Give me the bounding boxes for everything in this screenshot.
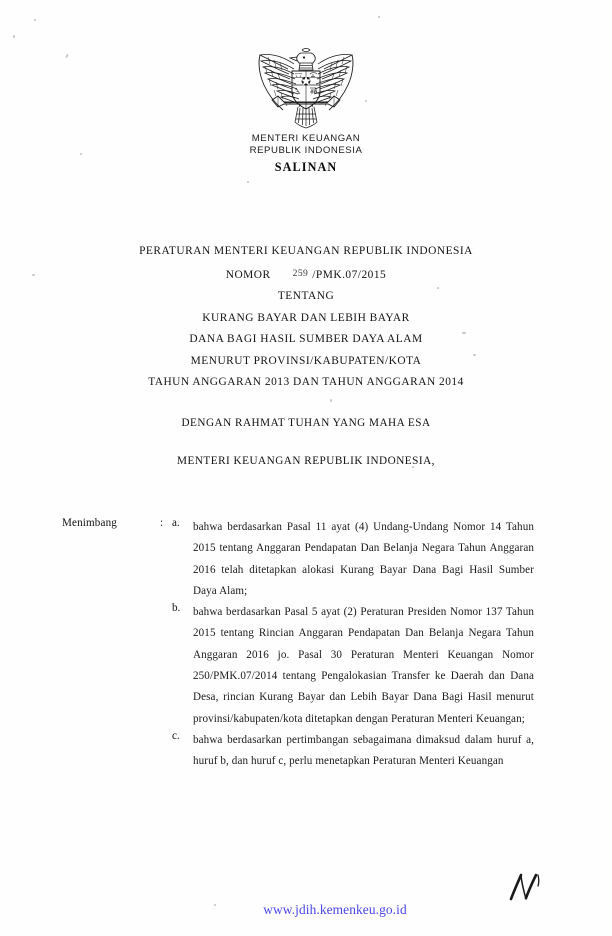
considerations-label: Menimbang — [62, 517, 117, 529]
footer-url[interactable] — [0, 902, 612, 918]
consideration-text-a: bahwa berdasarkan Pasal 11 ayat (4) Undang-Undang Nomor 14 Tahun 2015 tentang Anggaran Pendapatan Dan Belanja Negara Tahun Anggaran 2016 telah ditetapkan alokasi Kurang Bayar Dana Bagi Hasil Sumber Daya Alam; — [193, 521, 534, 597]
signer-title — [0, 455, 612, 467]
consideration-text-b: bahwa berdasarkan Pasal 5 ayat (2) Peraturan Presiden Nomor 137 Tahun 2015 tentang Rincian Anggaran Pendapatan Dan Belanja Negara Tahun Anggaran 2016 jo. Pasal 30 Peraturan Menteri Keuangan Nomor 250/PMK.07/2014 tentang Pengalokasian Transfer ke Daerah dan Dana Desa, rincian Kurang Bayar dan Lebih Bayar Dana Bagi Hasil menurut provinsi/kabupaten/kota ditetapkan dengan Peraturan Menteri Keuangan; — [193, 606, 534, 725]
copy-stamp: SALINAN — [274, 160, 338, 174]
regulation-subject-line: TAHUN ANGGARAN 2013 DAN TAHUN ANGGARAN 2014 — [148, 376, 464, 388]
consideration-item — [62, 602, 534, 730]
signer-title-text: MENTERI KEUANGAN REPUBLIK INDONESIA, — [177, 455, 435, 467]
regulation-title-block — [0, 241, 612, 394]
scan-speck — [13, 35, 15, 38]
handwritten-initial-mark — [505, 872, 545, 902]
ministry-caption-line1: MENTERI KEUANGAN — [251, 133, 361, 144]
ministry-caption-line2: REPUBLIK INDONESIA — [249, 144, 363, 156]
scan-speck — [34, 19, 36, 21]
regulation-number-suffix: /PMK.07/2015 — [312, 268, 387, 281]
regulation-number-value: 259 — [292, 268, 309, 279]
invocation-blessing-text: DENGAN RAHMAT TUHAN YANG MAHA ESA — [181, 417, 431, 429]
scan-speck — [378, 16, 380, 18]
consideration-marker-c: c. — [172, 729, 180, 742]
consideration-marker-b: b. — [172, 602, 181, 615]
regulation-subject-line: KURANG BAYAR DAN LEBIH BAYAR — [202, 311, 410, 324]
consideration-item — [62, 517, 534, 602]
considerations-section — [62, 517, 534, 773]
emblem-container — [0, 44, 612, 135]
ministry-caption — [0, 133, 612, 156]
regulation-subject-line: MENURUT PROVINSI/KABUPATEN/KOTA — [190, 354, 422, 367]
regulation-number-label: NOMOR — [225, 268, 271, 281]
consideration-marker-a: a. — [172, 517, 180, 529]
regulation-number-line — [0, 263, 612, 287]
footer-url-text[interactable]: www.jdih.kemenkeu.go.id — [263, 902, 407, 917]
invocation-blessing — [0, 413, 612, 431]
scan-speck — [330, 399, 333, 402]
regulation-title-line: PERATURAN MENTERI KEUANGAN REPUBLIK INDONESIA — [139, 245, 473, 257]
tentang-label: TENTANG — [277, 290, 335, 302]
consideration-item — [62, 730, 534, 773]
regulation-subject-line: DANA BAGI HASIL SUMBER DAYA ALAM — [189, 333, 423, 345]
garuda-pancasila-emblem — [254, 44, 358, 130]
consideration-text-c: bahwa berdasarkan pertimbangan sebagaimana dimaksud dalam huruf a, huruf b, dan huruf c, perlu menetapkan Peraturan Menteri Keuangan — [193, 733, 534, 768]
considerations-colon: : — [160, 517, 164, 529]
scan-speck — [247, 181, 249, 183]
